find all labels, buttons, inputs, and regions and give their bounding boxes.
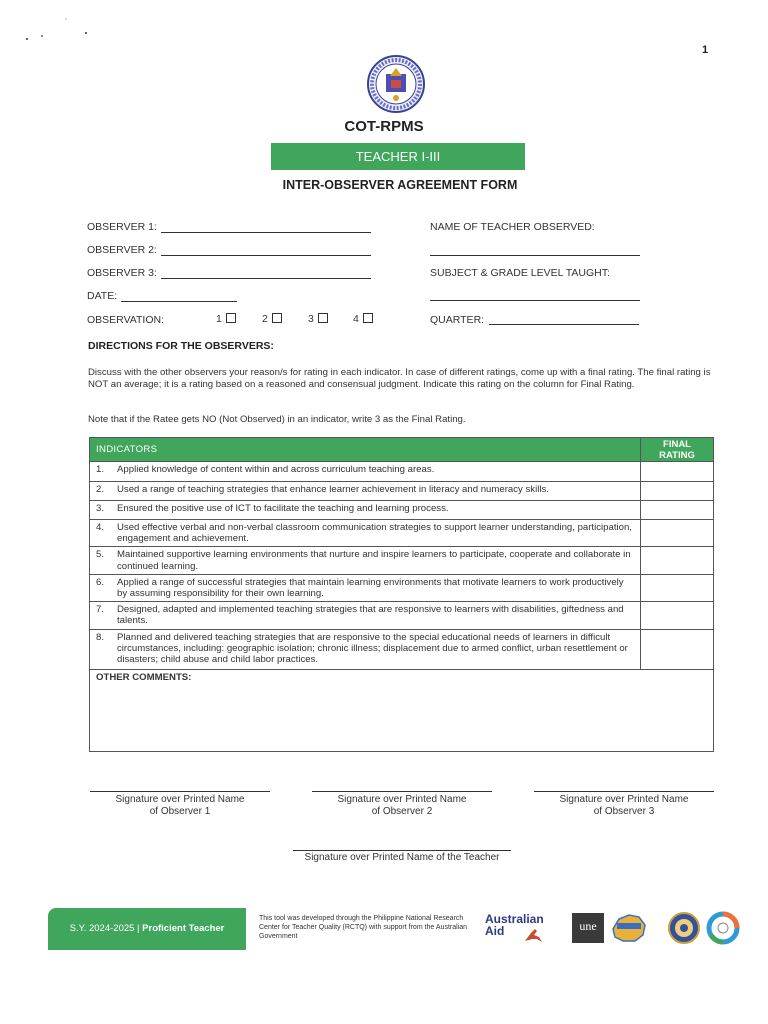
observer1-signature-line[interactable] <box>90 791 270 792</box>
indicators-table <box>89 437 714 752</box>
final-rating-cell[interactable] <box>641 629 714 669</box>
final-rating-cell[interactable] <box>641 547 714 574</box>
observer1-field[interactable] <box>161 221 371 233</box>
deped-seal-logo <box>361 54 431 114</box>
observer2-signature-line[interactable] <box>312 791 492 792</box>
une-logo <box>572 913 604 943</box>
indicator-text: Planned and delivered teaching strategies that are responsive to the special educational needs of learners in difficult circumstances, including: geographic isolation; chronic illness; displacement due to armed conflict, urban resettlement or disasters; child abuse and child labor practices. <box>117 631 628 666</box>
indicators-header: INDICATORS <box>90 438 641 462</box>
directions-paragraph: Discuss with the other observers your reason/s for rating in each indicator. In case of different ratings, come up with a final rating. The final rating is NOT an average; it is a rating based on a reasoned and consensual judgment. Indicate this rating on the column for Final Rating. <box>88 367 711 390</box>
table-row <box>90 602 714 629</box>
final-rating-cell[interactable] <box>641 574 714 601</box>
subject-grade-label: SUBJECT & GRADE LEVEL TAUGHT: <box>430 267 610 279</box>
final-rating-cell[interactable] <box>641 501 714 520</box>
subject-grade-field[interactable] <box>430 289 640 301</box>
observer2-label: OBSERVER 2: <box>87 244 157 256</box>
observer1-label: OBSERVER 1: <box>87 221 157 233</box>
observation-option-3-label: 3 <box>308 313 314 325</box>
observer3-caption-line2: of Observer 3 <box>593 806 655 817</box>
observation-checkbox-4[interactable] <box>363 313 373 323</box>
other-comments-field[interactable]: OTHER COMMENTS: <box>90 669 714 751</box>
observer2-signature-caption <box>312 794 492 818</box>
kangaroo-icon <box>523 927 543 943</box>
observation-option-3[interactable] <box>308 313 328 325</box>
observation-option-4-label: 4 <box>353 313 359 325</box>
observer1-caption-line2: of Observer 1 <box>149 806 211 817</box>
final-rating-cell[interactable] <box>641 602 714 629</box>
table-header-row <box>90 438 714 462</box>
observer3-signature-line[interactable] <box>534 791 714 792</box>
indicator-number: 1. <box>96 464 105 475</box>
observer3-label: OBSERVER 3: <box>87 267 157 279</box>
footer-note: This tool was developed through the Philippine National Research Center for Teacher Quality (RCTQ) with support from the Australian Government <box>259 915 468 940</box>
school-year-text: S.Y. 2024-2025 | <box>69 923 143 934</box>
teacher-signature-caption: Signature over Printed Name of the Teacher <box>304 852 500 863</box>
indicator-text: Designed, adapted and implemented teaching strategies that are responsive to learners with disabilities, giftedness and talents. <box>117 604 624 627</box>
observation-label: OBSERVATION: <box>87 314 165 326</box>
comments-row <box>90 669 714 751</box>
teacher-level-band: TEACHER I-III <box>271 143 525 170</box>
rctq-logo <box>705 911 741 945</box>
observation-option-1-label: 1 <box>216 313 222 325</box>
aus-aid-line2: Aid <box>485 924 505 938</box>
observer2-field[interactable] <box>161 244 371 256</box>
final-rating-cell[interactable] <box>641 462 714 482</box>
quarter-field[interactable] <box>489 313 639 325</box>
indicator-text: Ensured the positive use of ICT to facilitate the teaching and learning process. <box>117 503 449 514</box>
observation-checkbox-3[interactable] <box>318 313 328 323</box>
indicator-number: 2. <box>96 484 105 495</box>
final-header-line1: FINAL <box>663 438 691 450</box>
final-rating-header <box>641 438 714 462</box>
indicator-text: Used effective verbal and non-verbal classroom communication strategies to support learner understanding, participation, engagement and achievement. <box>117 522 632 545</box>
une-logo-text: une <box>579 919 597 933</box>
table-row <box>90 501 714 520</box>
indicator-number: 6. <box>96 576 105 588</box>
indicator-text: Applied a range of successful strategies that maintain learning environments that motivate learners to work productively by assuming responsibility for their own learning. <box>117 576 624 600</box>
final-rating-cell[interactable] <box>641 520 714 547</box>
table-row <box>90 482 714 501</box>
final-rating-cell[interactable] <box>641 482 714 501</box>
institution-seal-logo <box>667 911 701 945</box>
observation-option-2[interactable] <box>262 313 282 325</box>
quarter-label: QUARTER: <box>430 314 485 326</box>
observation-checkbox-1[interactable] <box>226 313 236 323</box>
table-row <box>90 574 714 601</box>
indicator-number: 8. <box>96 631 105 643</box>
teacher-signature-line[interactable] <box>293 850 511 851</box>
australian-aid-logo <box>485 913 557 945</box>
teacher-observed-field[interactable] <box>430 244 640 256</box>
observer1-signature-caption <box>90 794 270 818</box>
indicator-text: Maintained supportive learning environments that nurture and inspire learners to participate, cooperate and collaborate in continued learning. <box>117 549 631 572</box>
observer3-signature-caption <box>534 794 714 818</box>
indicator-number: 5. <box>96 549 105 561</box>
form-title: INTER-OBSERVER AGREEMENT FORM <box>282 178 518 192</box>
table-row <box>90 520 714 547</box>
final-header-line2: RATING <box>659 449 695 461</box>
observation-checkbox-2[interactable] <box>272 313 282 323</box>
scan-specks <box>20 14 100 44</box>
indicator-number: 4. <box>96 522 105 533</box>
semeo-map-logo <box>609 911 649 945</box>
teacher-observed-label: NAME OF TEACHER OBSERVED: <box>430 221 595 233</box>
date-label: DATE: <box>87 290 118 302</box>
indicator-number: 7. <box>96 604 105 616</box>
indicator-text: Used a range of teaching strategies that enhance learner achievement in literacy and numeracy skills. <box>117 484 549 495</box>
observation-option-2-label: 2 <box>262 313 268 325</box>
directions-note: Note that if the Ratee gets NO (Not Observed) in an indicator, write 3 as the Final Rating. <box>88 414 466 425</box>
observer2-caption-line1: Signature over Printed Name <box>337 794 467 805</box>
form-header-title: COT-RPMS <box>344 118 424 135</box>
proficiency-level-text: Proficient Teacher <box>142 923 225 934</box>
indicator-number: 3. <box>96 503 105 514</box>
observer2-caption-line2: of Observer 2 <box>371 806 433 817</box>
directions-title: DIRECTIONS FOR THE OBSERVERS: <box>88 340 274 352</box>
page-number: 1 <box>702 44 709 56</box>
aus-aid-line1: Australian <box>485 912 544 926</box>
date-field[interactable] <box>121 290 237 302</box>
observer3-field[interactable] <box>161 267 371 279</box>
observation-option-4[interactable] <box>353 313 373 325</box>
footer-school-year-band <box>48 908 246 950</box>
table-row <box>90 462 714 482</box>
observer1-caption-line1: Signature over Printed Name <box>115 794 245 805</box>
indicator-text: Applied knowledge of content within and across curriculum teaching areas. <box>117 464 435 475</box>
observer3-caption-line1: Signature over Printed Name <box>559 794 689 805</box>
observation-option-1[interactable] <box>216 313 236 325</box>
table-row <box>90 547 714 574</box>
table-row <box>90 629 714 669</box>
